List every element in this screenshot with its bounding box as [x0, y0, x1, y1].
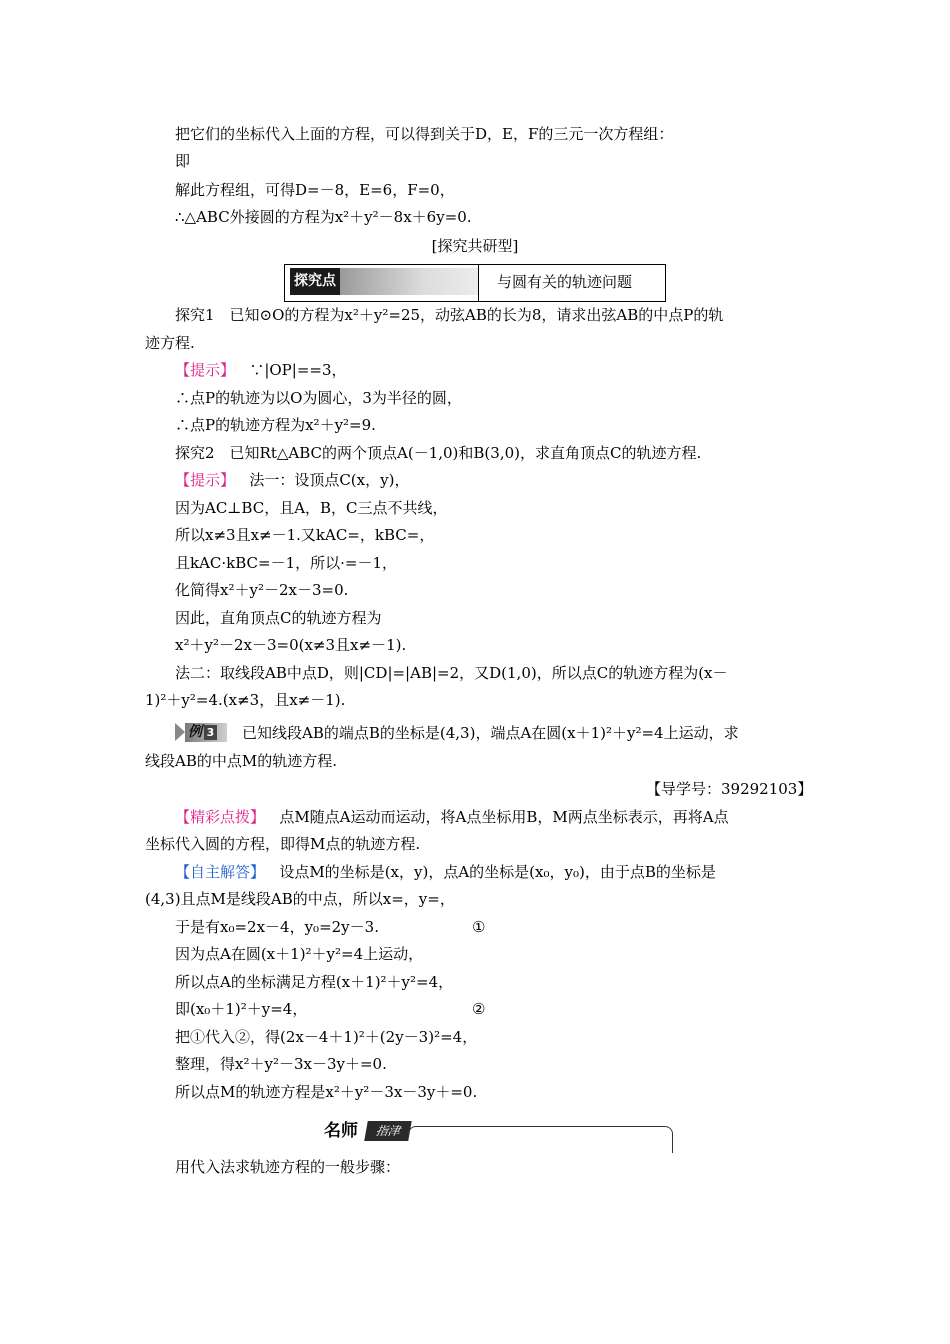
- text-line: ∴点P的轨迹方程为x²＋y²=9.: [175, 416, 376, 434]
- text-line: 且kAC·kBC=－1，所以·=－1，: [175, 554, 398, 572]
- text-line: 所以点A的坐标满足方程(x＋1)²＋y²=4，: [175, 973, 454, 991]
- text-line: (4,3)且点M是线段AB的中点，所以x=，y=，: [145, 890, 455, 908]
- zizhu-label: 【自主解答】: [175, 863, 266, 881]
- mingshi-rule: [416, 1126, 673, 1153]
- text-line: 所以点M的轨迹方程是x²＋y²－3x－3y＋=0.: [175, 1083, 478, 1101]
- text-line: x²＋y²－2x－3=0(x≠3且x≠－1).: [175, 636, 407, 654]
- hint-line: [175, 470, 409, 490]
- text-line: 所以x≠3且x≠－1.又kAC=，kBC=，: [175, 526, 435, 544]
- text-line: 化简得x²＋y²－2x－3=0.: [175, 581, 349, 599]
- text-line: 1)²＋y²=4.(x≠3，且x≠－1).: [145, 691, 346, 709]
- hint-label: 【提示】: [175, 361, 236, 379]
- banner-divider: [478, 265, 479, 301]
- jingcai-label: 【精彩点拨】: [175, 808, 266, 826]
- jingcai-line: [175, 807, 729, 827]
- equation-mark: ①: [472, 918, 486, 936]
- banner-tag: 探究点: [290, 268, 340, 295]
- hint-label: 【提示】: [175, 471, 236, 489]
- example-number: 3: [204, 725, 217, 740]
- text-line: 迹方程.: [145, 334, 195, 352]
- equation-mark: ②: [472, 1000, 486, 1018]
- text-line: ∴点P的轨迹为以O为圆心，3为半径的圆，: [175, 389, 462, 407]
- text-line: 即: [175, 152, 191, 170]
- hint-line: [175, 360, 347, 380]
- arrow-icon: [175, 723, 185, 741]
- section-heading: [探究共研型]: [431, 237, 519, 255]
- mingshi-title: 名师: [324, 1121, 358, 1141]
- zizhu-text: 设点M的坐标是(x，y)，点A的坐标是(x₀，y₀)，由于点B的坐标是: [279, 863, 716, 881]
- text-line: 把①代入②，得(2x－4＋1)²＋(2y－3)²=4，: [175, 1028, 478, 1046]
- banner-gradient: [340, 268, 478, 295]
- text-line: 解此方程组，可得D=－8，E=6，F=0，: [175, 181, 455, 199]
- text-line: 探究2 已知Rt△ABC的两个顶点A(－1,0)和B(3,0)，求直角顶点C的轨迹方程.: [175, 444, 702, 462]
- text-line: 于是有x₀=2x－4，y₀=2y－3.: [175, 918, 379, 936]
- text-line: 坐标代入圆的方程，即得M点的轨迹方程.: [145, 835, 421, 853]
- text-line: 用代入法求轨迹方程的一般步骤：: [175, 1158, 401, 1176]
- text-line: 因此，直角顶点C的轨迹方程为: [175, 609, 382, 627]
- text-line: 即(x₀＋1)²＋y=4，: [175, 1000, 308, 1018]
- example-icon: [175, 723, 227, 742]
- text-line: 探究1 已知⊙O的方程为x²＋y²=25，动弦AB的长为8，请求出弦AB的中点P的轨: [175, 306, 724, 324]
- hint-text: 法一：设顶点C(x，y)，: [249, 471, 410, 489]
- text-line: 把它们的坐标代入上面的方程，可以得到关于D，E，F的三元一次方程组：: [175, 125, 674, 143]
- jingcai-text: 点M随点A运动而运动，将A点坐标用B，M两点坐标表示，再将A点: [279, 808, 729, 826]
- text-line: 线段AB的中点M的轨迹方程.: [145, 752, 337, 770]
- text-line: ∴△ABC外接圆的方程为x²＋y²－8x＋6y=0.: [175, 208, 472, 226]
- text-line: 因为AC⊥BC，且A，B，C三点不共线，: [175, 499, 448, 517]
- hint-text: ∵|OP|==3，: [249, 361, 347, 379]
- mingshi-tag: 指津: [364, 1121, 412, 1141]
- mingshi-header: [312, 1118, 677, 1152]
- example-label: 例 3: [185, 723, 227, 742]
- text-line: 因为点A在圆(x＋1)²＋y²=4上运动，: [175, 945, 424, 963]
- text-line: 整理，得x²＋y²－3x－3y＋=0.: [175, 1055, 387, 1073]
- banner-title: 与圆有关的轨迹问题: [497, 273, 633, 291]
- text-line: 法二：取线段AB中点D，则|CD|=|AB|=2，又D(1,0)，所以点C的轨迹方程为(x－: [175, 664, 728, 682]
- guide-number: 【导学号：39292103】: [646, 780, 813, 798]
- text-line: 已知线段AB的端点B的坐标是(4,3)，端点A在圆(x＋1)²＋y²=4上运动，求: [242, 724, 739, 742]
- zizhu-line: [175, 862, 716, 882]
- topic-banner: [284, 264, 666, 302]
